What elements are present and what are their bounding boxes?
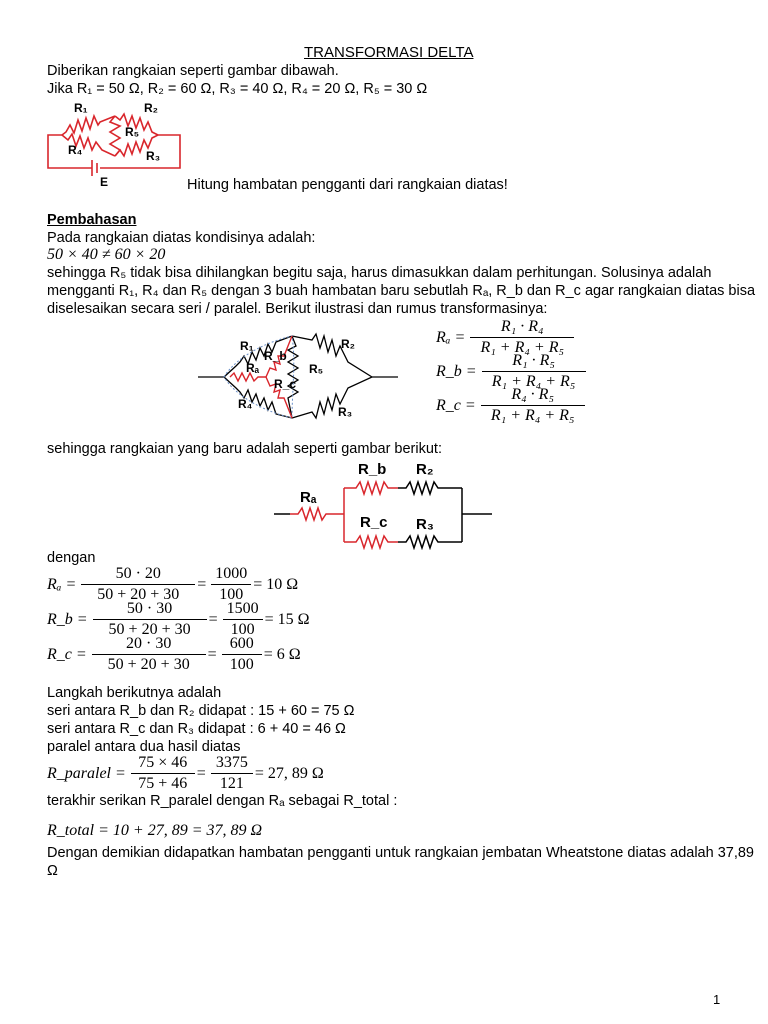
resistor-r2-3 (398, 482, 462, 494)
condition-equation: 50 × 40 ≠ 60 × 20 (47, 246, 166, 263)
given-values: Jika R₁ = 50 Ω, R₂ = 60 Ω, R₃ = 40 Ω, R₄ = 20 Ω, R₅ = 30 Ω (47, 81, 428, 97)
condition-intro: Pada rangkaian diatas kondisinya adalah: (47, 230, 316, 246)
dengan-text: dengan (47, 550, 96, 566)
calc-parallel: R_paralel = $\frac{75 \times 46}{75 + 46}$ = $\frac{3375}{121}$ = 27, 89 Ω (47, 754, 324, 792)
label-r2-d: R₂ (341, 337, 355, 351)
calc-rc: R_c = $\frac{20 \cdot 30}{50 + 20 + 30}$ = $\frac{600}{100}$ = 6 Ω (47, 635, 301, 673)
resistor-rc-3 (344, 536, 398, 548)
label-r5: R₅ (125, 125, 140, 139)
steps-intro: Langkah berikutnya adalah (47, 685, 222, 701)
new-circuit-text: sehingga rangkaian yang baru adalah seperti gambar berikut: (47, 441, 442, 457)
resistor-ra-3 (290, 508, 344, 520)
formula-ra: Rₐ = $\frac{\text{R₁ · R₄}}{\text{R₁ + R₄ + R₅}}$ (436, 318, 576, 357)
simplified-circuit-diagram (274, 460, 494, 550)
delta-star-diagram (196, 322, 402, 422)
label-rc-3: R_c (360, 514, 388, 531)
calc-rb: R_b = $\frac{50 \cdot 30}{50 + 20 + 30}$ = $\frac{1500}{100}$ = 15 Ω (47, 600, 310, 638)
resistor-r5 (110, 116, 120, 156)
final-text: terakhir serikan R_paralel dengan Rₐ sebagai R_total : (47, 793, 398, 809)
paragraph-line-3: diselesaikan secara seri / paralel. Berikut ilustrasi dan rumus transformasinya: (47, 301, 548, 317)
label-ra-d: Rₐ (246, 361, 260, 375)
label-ra-3: Rₐ (300, 489, 317, 506)
label-r5-d: R₅ (309, 362, 324, 376)
bridge-circuit-diagram (40, 98, 190, 190)
step-2: seri antara R_c dan R₃ didapat : 6 + 40 = 46 Ω (47, 721, 346, 737)
conclusion-line-1: Dengan demikian didapatkan hambatan pengganti untuk rangkaian jembatan Wheatstone diatas adalah 37,89 (47, 845, 754, 861)
label-rb-3: R_b (358, 461, 387, 478)
label-r4-d: R₄ (238, 397, 253, 411)
label-rc-d: R_c (274, 377, 297, 391)
label-e: E (100, 175, 109, 189)
paragraph-line-1: sehingga R₅ tidak bisa dihilangkan begitu saja, harus dimasukkan dalam perhitungan. Solusinya adalah (47, 265, 712, 281)
label-r4: R₄ (68, 143, 83, 157)
label-r3-3: R₃ (416, 516, 434, 533)
question-text: Hitung hambatan pengganti dari rangkaian diatas! (187, 177, 508, 193)
step-3: paralel antara dua hasil diatas (47, 739, 241, 755)
resistor-r1 (62, 116, 115, 135)
page-title: TRANSFORMASI DELTA (304, 44, 474, 61)
intro-text: Diberikan rangkaian seperti gambar dibawah. (47, 63, 339, 79)
resistor-rb-3 (344, 482, 398, 494)
label-r1: R₁ (74, 101, 88, 115)
formula-rc: R_c = $\frac{\text{R₄ · R₅}}{\text{R₁ + R₄ + R₅}}$ (436, 386, 587, 425)
resistor-r3-3 (398, 536, 462, 548)
label-rb-d: R_b (264, 349, 287, 363)
formula-rb: R_b = $\frac{\text{R₁ · R₅}}{\text{R₁ + R₄ + R₅}}$ (436, 352, 588, 391)
section-heading: Pembahasan (47, 212, 137, 228)
label-r3-d: R₃ (338, 405, 353, 419)
conclusion-line-2: Ω (47, 863, 58, 879)
label-r2-3: R₂ (416, 461, 434, 478)
paragraph-line-2: mengganti R₁, R₄ dan R₅ dengan 3 buah hambatan baru sebutlah Rₐ, R_b dan R_c agar rangkaian diatas bisa (47, 283, 756, 299)
total-equation: R_total = 10 + 27, 89 = 37, 89 Ω (47, 822, 263, 839)
label-r1-d: R₁ (240, 339, 254, 353)
page-number: 1 (713, 992, 721, 1007)
label-r3: R₃ (146, 149, 161, 163)
label-r2: R₂ (144, 101, 158, 115)
resistor-r3-d (292, 377, 372, 418)
step-1: seri antara R_b dan R₂ didapat : 15 + 60 = 75 Ω (47, 703, 355, 719)
calc-ra: Rₐ = $\frac{50 \cdot 20}{50 + 20 + 30}$ = $\frac{1000}{100}$ = 10 Ω (47, 565, 299, 603)
resistor-r2-d (292, 334, 372, 377)
